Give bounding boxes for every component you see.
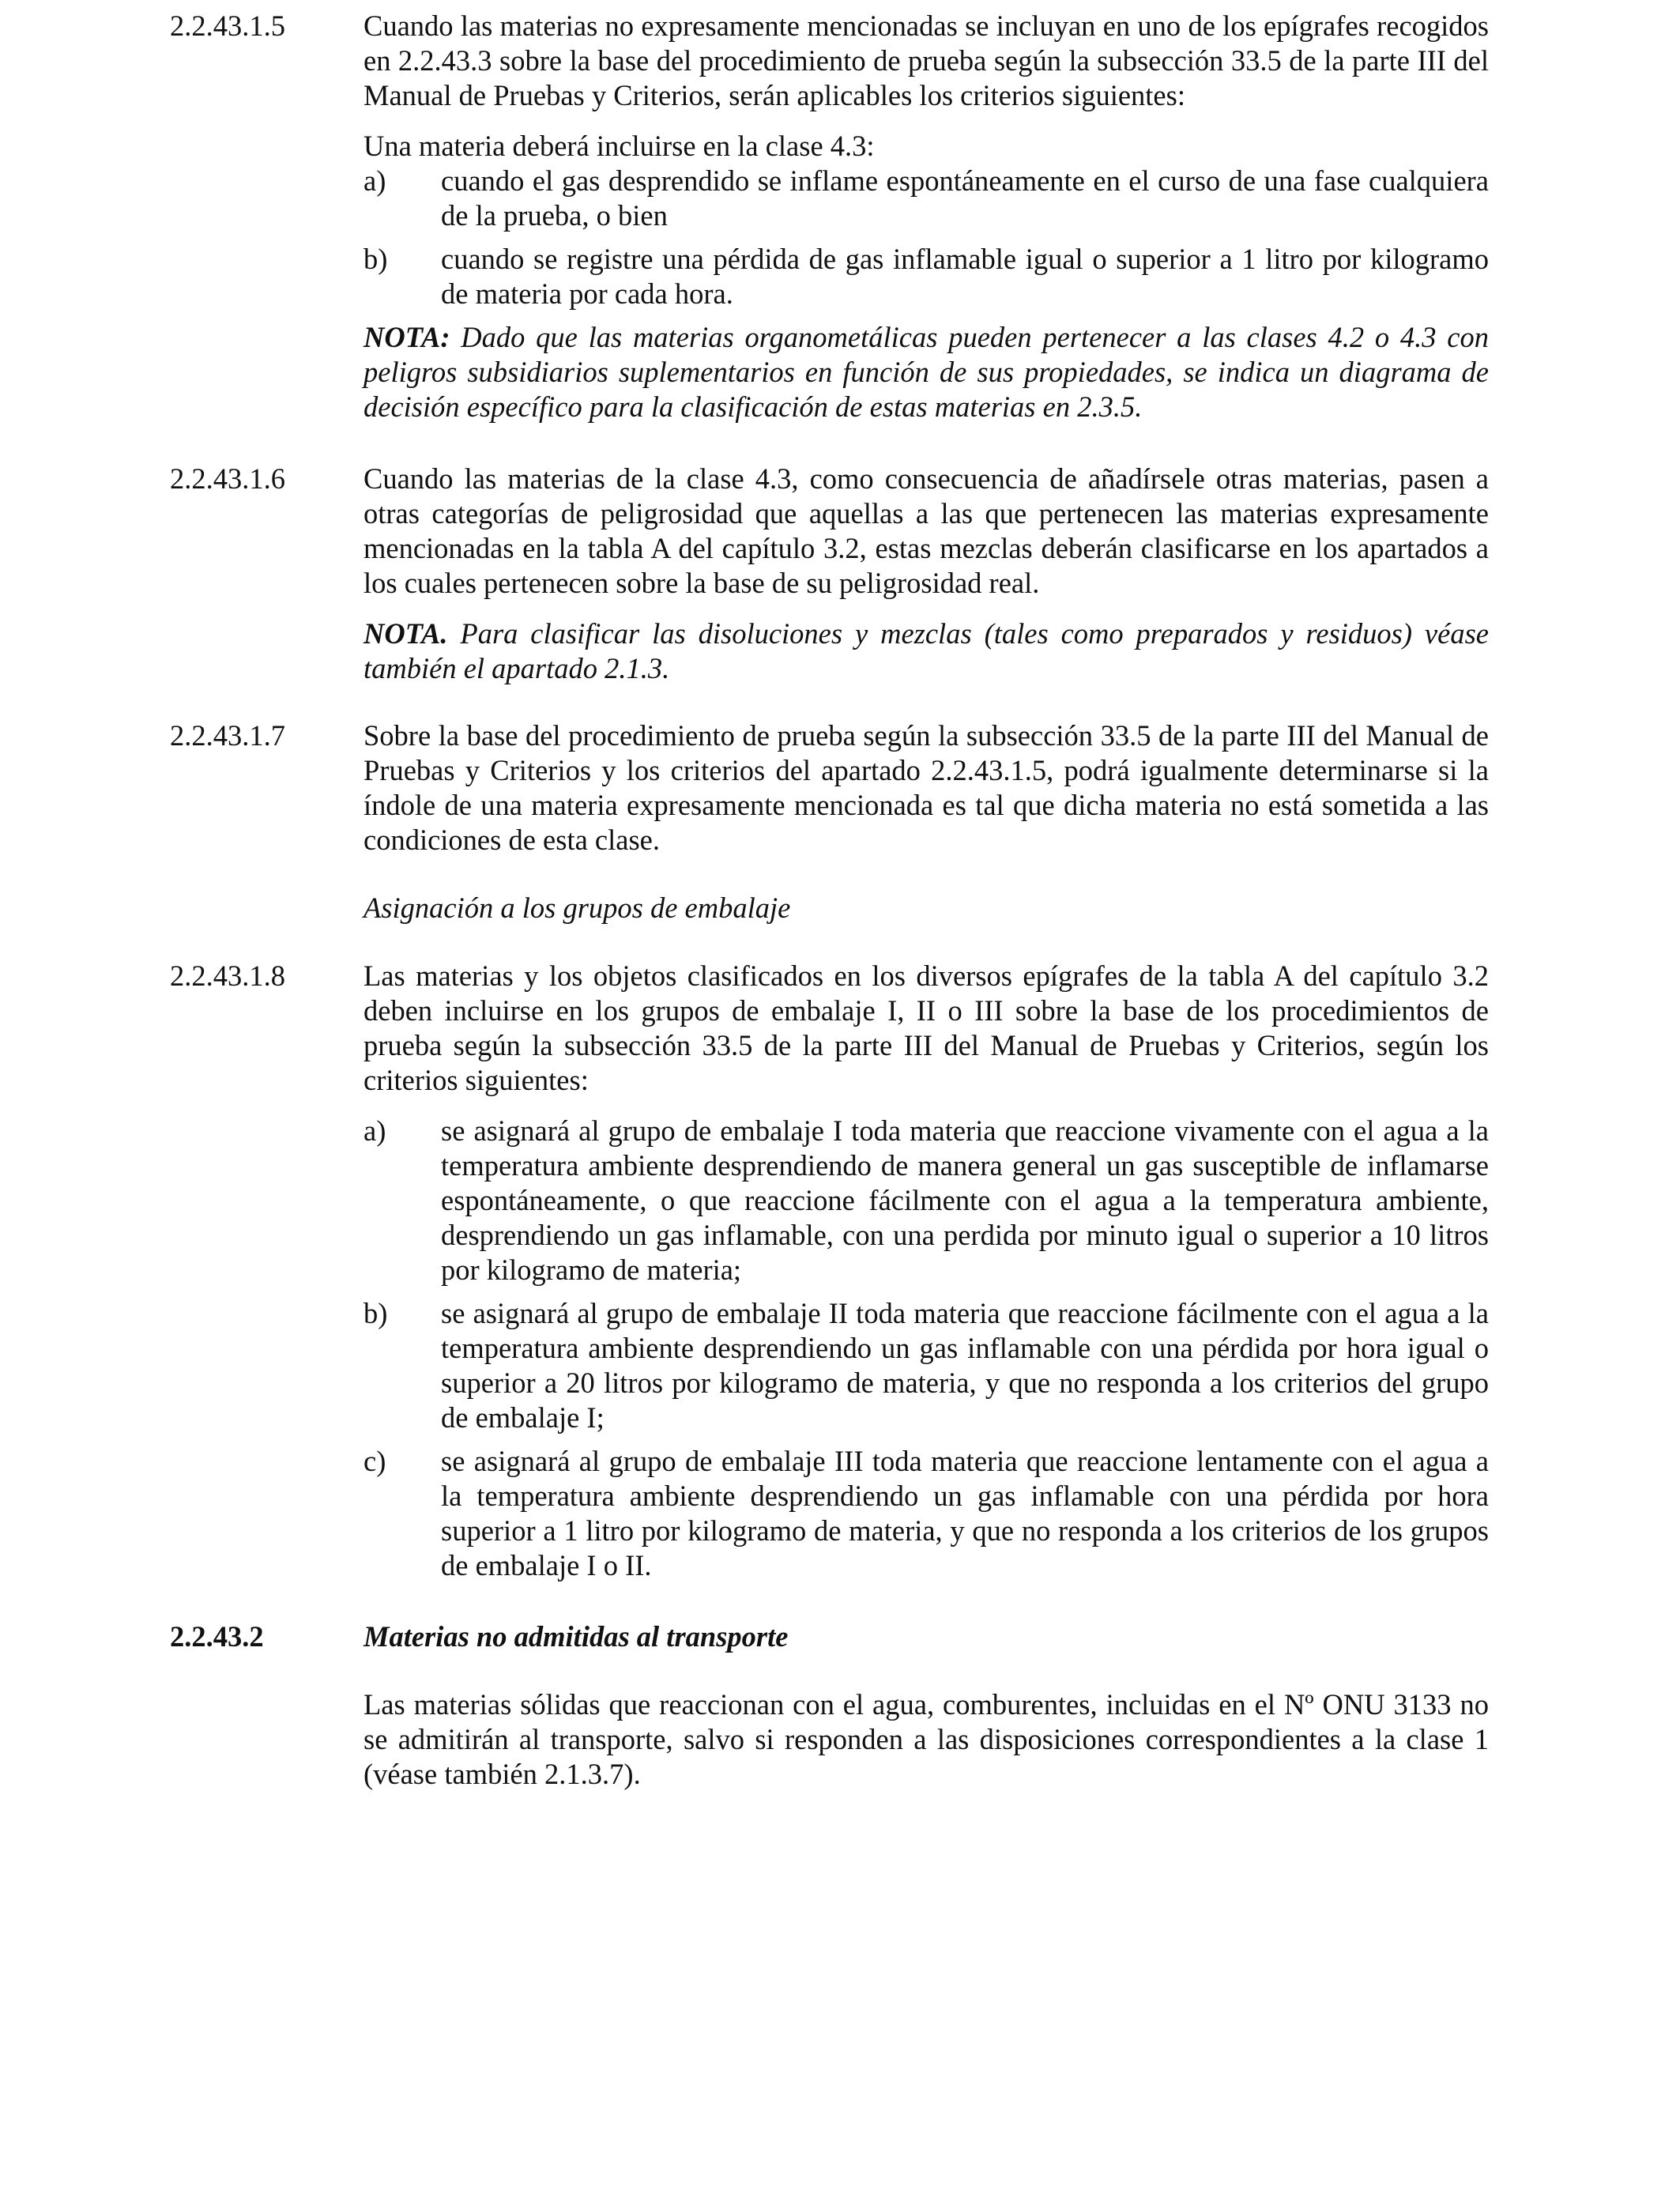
note: [363, 320, 1489, 424]
list-item-text: se asignará al grupo de embalaje III toda materia que reaccione lentamente con el agua a la temperatura ambiente desprendiendo un gas inflamable con una pérdida por hora superior a 1 litro por kilogramo de materia, y que no responda a los criterios de los grupos de embalaje I o II.: [441, 1445, 1489, 1581]
section-body: [363, 718, 1489, 858]
subheading: Asignación a los grupos de embalaje: [363, 892, 791, 924]
paragraph: Las materias y los objetos clasificados en los diversos epígrafes de la tabla A del capítulo 3.2 deben incluirse en los grupos de embalaje I, II o III sobre la base de los procedimientos de prueba según la subsección 33.5 de la parte III del Manual de Pruebas y Criterios, según los criterios siguientes:: [363, 959, 1489, 1096]
section-body: [363, 959, 1489, 1583]
section-number: 2.2.43.1.6: [170, 462, 285, 495]
list-marker: c): [363, 1445, 386, 1477]
paragraph: Sobre la base del procedimiento de prueba según la subsección 33.5 de la parte III del Manual de Pruebas y Criterios y los criterios del apartado 2.2.43.1.5, podrá igualmente determinarse si la índole de una materia expresamente mencionada es tal que dicha materia no está sometida a las condiciones de esta clase.: [363, 719, 1489, 856]
list-marker: a): [363, 1114, 386, 1147]
section-title: Materias no admitidas al transporte: [363, 1620, 789, 1653]
note-label: NOTA.: [363, 617, 448, 650]
list-item-text: se asignará al grupo de embalaje II toda materia que reaccione fácilmente con el agua a la temperatura ambiente desprendiendo un gas inflamable con una pérdida por hora igual o superior a 20 litros por kilogramo de materia, y que no responda a los criterios del grupo de embalaje I;: [441, 1297, 1489, 1434]
section-body: [363, 1687, 1489, 1792]
list-item-text: se asignará al grupo de embalaje I toda materia que reaccione vivamente con el agua a la temperatura ambiente desprendiendo de manera general un gas susceptible de inflamarse espontáneamente, o que reaccione fácilmente con el agua a la temperatura ambiente, desprendiendo un gas inflamable, con una perdida por minuto igual o superior a 10 litros por kilogramo de materia;: [441, 1114, 1489, 1286]
list-marker: b): [363, 243, 388, 275]
note-text: Para clasificar las disoluciones y mezclas (tales como preparados y residuos) véase también el apartado 2.1.3.: [363, 617, 1489, 684]
paragraph: Cuando las materias no expresamente mencionadas se incluyan en uno de los epígrafes recogidos en 2.2.43.3 sobre la base del procedimiento de prueba según la subsección 33.5 de la parte III del Manual de Pruebas y Criterios, serán aplicables los criterios siguientes:: [363, 9, 1489, 111]
list-item-c: [363, 1444, 1489, 1583]
paragraph: Las materias sólidas que reaccionan con el agua, comburentes, incluidas en el Nº ONU 3133 no se admitirán al transporte, salvo si responden a las disposiciones correspondientes a la clase 1 (véase también 2.1.3.7).: [363, 1688, 1489, 1790]
list-item-a: [363, 164, 1489, 233]
section-number: 2.2.43.1.5: [170, 9, 285, 42]
list-marker: a): [363, 164, 386, 197]
section-number: 2.2.43.1.7: [170, 719, 285, 752]
section-body: [363, 1619, 1489, 1654]
section-body: [363, 462, 1489, 686]
note-label: NOTA:: [363, 321, 450, 353]
list-item-b: [363, 1296, 1489, 1435]
section-number: 2.2.43.2: [170, 1620, 264, 1653]
list-item-b: [363, 242, 1489, 311]
lead-sentence: Una materia deberá incluirse en la clase 4.3:: [363, 130, 875, 162]
list-marker: b): [363, 1297, 388, 1329]
list-item-a: [363, 1114, 1489, 1287]
section-body: [363, 9, 1489, 424]
section-number: 2.2.43.1.8: [170, 959, 285, 992]
list-item-text: cuando el gas desprendido se inflame espontáneamente en el curso de una fase cualquiera de la prueba, o bien: [441, 164, 1489, 232]
note: [363, 616, 1489, 686]
paragraph: Cuando las materias de la clase 4.3, como consecuencia de añadírsele otras materias, pasen a otras categorías de peligrosidad que aquellas a las que pertenecen las materias expresamente mencionadas en la tabla A del capítulo 3.2, estas mezclas deberán clasificarse en los apartados a los cuales pertenecen sobre la base de su peligrosidad real.: [363, 462, 1489, 599]
subheading-container: [363, 891, 1489, 925]
note-text: Dado que las materias organometálicas pueden pertenecer a las clases 4.2 o 4.3 con peligros subsidiarios suplementarios en función de sus propiedades, se indica un diagrama de decisión específico para la clasificación de estas materias en 2.3.5.: [363, 321, 1489, 423]
list-item-text: cuando se registre una pérdida de gas inflamable igual o superior a 1 litro por kilogramo de materia por cada hora.: [441, 243, 1489, 310]
